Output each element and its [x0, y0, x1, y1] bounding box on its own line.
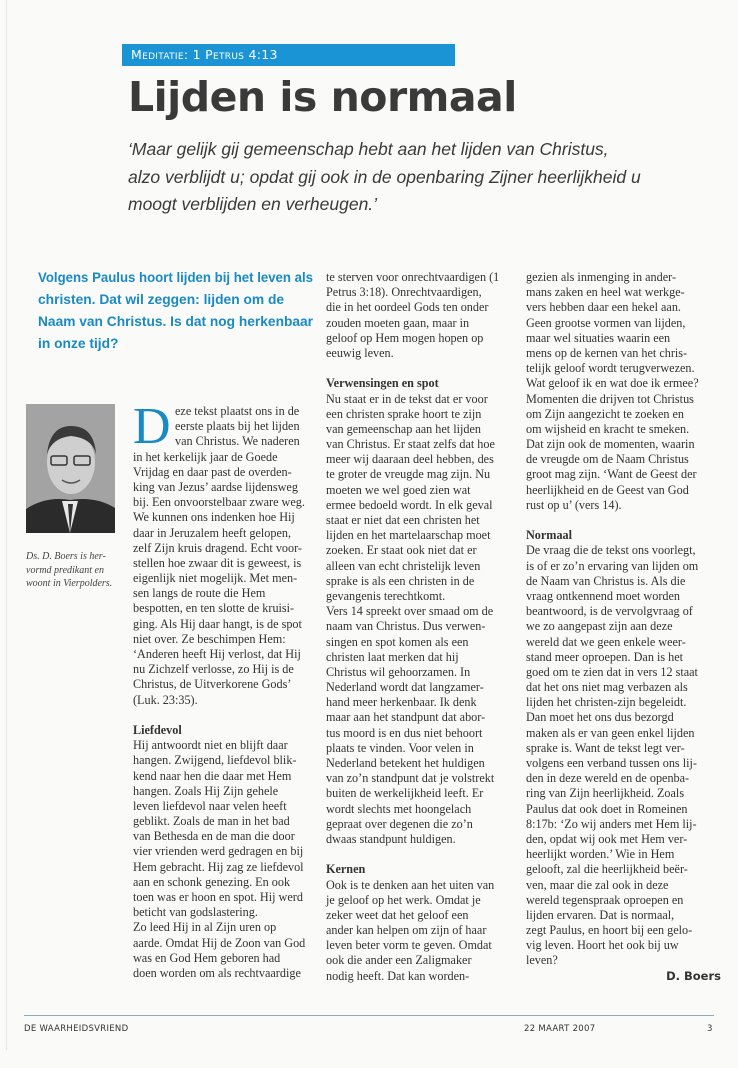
text-line: buiten de werkelijkheid leeft. Er	[326, 786, 484, 801]
text-line: dat het ons niet mag verbazen als	[526, 680, 688, 695]
text-line: (Luk. 23:35).	[133, 692, 198, 707]
intro-line: Naam van Christus. Is dat nog herkenbaar	[38, 314, 314, 329]
text-line: mens op de kernen van het chris-	[526, 345, 688, 360]
text-line: king van Jezus’ aardse lijdensweg	[133, 479, 298, 494]
text-line: sprake is als een christen in de	[326, 573, 475, 588]
paragraph	[326, 878, 521, 984]
text-line: doen worden om als rechtvaardige	[133, 965, 301, 980]
text-line: maar wel situaties waarin een	[526, 330, 671, 345]
text-line: eerste plaats bij het lijden	[175, 419, 300, 434]
quote-line: moogt verblijden en verheugen.’	[128, 194, 378, 214]
text-line: je geloof op het werk. Omdat je	[326, 892, 481, 907]
text-line: geblikt. Zoals de man in het bad	[133, 814, 290, 829]
footer-divider	[24, 1015, 714, 1016]
caption-line: woont in Vierpolders.	[26, 578, 113, 589]
text-line: beantwoord, is de vervolgvraag of	[526, 604, 693, 619]
text-line: maken als er van geen enkel lijden	[526, 725, 695, 740]
text-line: ging. Als Hij daar hangt, is de spot	[133, 616, 302, 631]
text-line: We kunnen ons indenken hoe Hij	[133, 510, 295, 525]
text-line: is of er zo’n ervaring van lijden om	[526, 558, 699, 573]
intro-lead	[38, 267, 325, 355]
text-line: naam van Christus. Dus verwen-	[326, 619, 486, 634]
text-line: Christus, de Uitverkorene Gods’	[133, 677, 292, 692]
text-line: Petrus 3:18). Onrechtvaardigen,	[326, 285, 482, 300]
footer-page-number: 3	[707, 1024, 713, 1034]
text-line: aan en schonk genezing. En ook	[133, 874, 291, 889]
paragraph	[326, 392, 521, 848]
text-line: ring van Zijn heerlijkheid. Zoals	[526, 786, 685, 801]
text-line: van gemeenschap aan het lijden	[326, 421, 481, 436]
text-line: goed om te zien dat in vers 12 staat	[526, 664, 698, 679]
author-photo	[26, 404, 115, 533]
text-line: plaats te vinden. Voor velen in	[326, 740, 474, 755]
portrait-photo-icon	[26, 404, 115, 533]
text-line: die in het oordeel Gods ten onder	[326, 300, 489, 315]
text-line: ook die ander een Zaligmaker	[326, 953, 472, 968]
text-line: wereld dat we geen enkele weer-	[526, 634, 686, 649]
text-line: dwaas standpunt huldigen.	[326, 831, 456, 846]
quote-line: alzo verblijdt u; opdat gij ook in de openbaring Zijner heerlijkheid u	[128, 166, 641, 187]
text-line: rust op u’ (vers 14).	[526, 497, 622, 512]
text-line: stand meer oproepen. Dan is het	[526, 649, 684, 664]
text-line: gepraat over degenen die zo’n	[326, 816, 473, 831]
text-line: was en God Hem geboren had	[133, 950, 281, 965]
text-line: nodig heeft. Dat kan worden-	[326, 968, 470, 983]
text-line: we zo aangepast zijn aan deze	[526, 619, 673, 634]
section-heading: Normaal	[526, 528, 573, 543]
text-line: 8:17b: ‘Zo wij anders met Hem lij-	[526, 816, 697, 831]
paragraph	[526, 543, 721, 968]
text-line: lijden en het martelaarschap moet	[326, 528, 491, 543]
article-title: Lijden is normaal	[128, 73, 517, 121]
text-line: Geen grootse vormen van lijden,	[526, 315, 686, 330]
text-line: van Bethesda en de man die door	[133, 829, 295, 844]
text-line: toen was er hoon en spot. Hij werd	[133, 890, 303, 904]
text-line: Paulus dat ook doet in Romeinen	[526, 801, 688, 816]
text-line: De vraag die de tekst ons voorlegt,	[526, 543, 696, 558]
text-line: leven beter vorm te geven. Omdat	[326, 938, 492, 953]
text-line: hand meer herkenbaar. Ik denk	[326, 695, 477, 710]
text-line: Vers 14 spreekt over smaad om de	[326, 604, 494, 619]
text-line: telijk geloof wordt terugverwezen.	[526, 361, 695, 376]
text-line: leven liefdevol naar velen heeft	[133, 798, 287, 813]
text-line: volgens een verband tussen ons lij-	[526, 756, 697, 770]
text-line: zouden moeten gaan, maar in	[326, 315, 470, 330]
text-line: eeuwig leven.	[326, 345, 394, 360]
text-line: een christen sprake hoort te zijn	[326, 406, 482, 421]
text-line: den, opdat wij ook met Hem ver-	[526, 831, 688, 846]
text-line: van zo’n standpunt dat je volstrekt	[326, 771, 495, 786]
text-line: hangen. Zwijgend, liefdevol blik-	[133, 753, 297, 768]
section-heading: Liefdevol	[133, 722, 182, 737]
text-line: lijden het christen-zijn begeleidt.	[526, 695, 687, 710]
text-line: niet over. Ze beschimpen Hem:	[133, 631, 286, 646]
text-line: alleen van echt christelijk leven	[326, 558, 481, 573]
drop-cap: D	[133, 398, 171, 455]
text-line: de vreugde om de Naam Christus	[526, 452, 689, 467]
text-line: Dat zijn ook de momenten, waarin	[526, 437, 695, 452]
text-line: gevangenis terechtkomt.	[326, 588, 446, 603]
text-line: moeten we wel goed zien wat	[326, 482, 471, 497]
text-line: te sterven voor onrechtvaardigen (1	[326, 270, 500, 284]
article-column-1	[133, 398, 320, 981]
text-line: hangen. Zoals Hij Zijn gehele	[133, 783, 279, 798]
text-line: sprake is. Want de tekst legt ver-	[526, 740, 685, 755]
paragraph	[133, 398, 320, 708]
author-signature: D. Boers	[666, 968, 721, 983]
text-line: zoeken. Er staat ook niet dat er	[326, 543, 477, 558]
text-line: gezien als inmenging in ander-	[526, 270, 677, 284]
caption-line: Ds. D. Boers is her-	[26, 551, 106, 562]
text-line: daar in Jeruzalem heeft gelopen,	[133, 525, 292, 540]
text-line: ‘Anderen heeft Hij verlost, dat Hij	[133, 647, 301, 661]
text-line: kend naar hen die daar met Hem	[133, 768, 292, 783]
text-line: Nederland wordt dat langzamer-	[326, 680, 484, 695]
text-line: beticht van godslastering.	[133, 905, 258, 920]
page-edge	[6, 0, 7, 1050]
text-line: mans zaken en heel wat werkge-	[526, 285, 685, 300]
paragraph	[526, 270, 721, 513]
text-line: ven, maar die zal ook in deze	[526, 877, 669, 892]
text-line: christen laat merken dat hij	[326, 649, 459, 664]
text-line: Hem gebracht. Hij zag ze liefdevol	[133, 859, 304, 874]
text-line: vig leven. Hoort het ook bij uw	[526, 938, 679, 953]
intro-line: Volgens Paulus hoort lijden bij het leven als	[38, 270, 314, 285]
text-line: eigenlijk niet mogelijk. Met men-	[133, 571, 298, 586]
text-line: vers hebben daar een hekel aan.	[526, 300, 681, 315]
intro-line: in onze tijd?	[38, 336, 119, 351]
text-line: Wat geloof ik en wat doe ik ermee?	[526, 376, 699, 391]
text-line: Zo leed Hij in al Zijn uren op	[133, 920, 277, 935]
text-line: bij. Een onvoorstelbaar zware weg.	[133, 495, 305, 510]
text-line: geloof op Hem mogen hopen op	[326, 330, 484, 345]
article-column-2	[326, 270, 521, 984]
text-line: bespotten, en ten slotte de kruisi-	[133, 601, 295, 616]
text-line: zegt Paulus, en hoort bij een gelo-	[526, 923, 693, 938]
text-line: wordt slechts met hoongelach	[326, 801, 472, 816]
text-line: om Zijn aangezicht te zoeken en	[526, 406, 685, 421]
text-line: Nederland betekent het huldigen	[326, 756, 485, 770]
text-line: nu Zichzelf verlosse, zo Hij is de	[133, 662, 294, 677]
caption-line: vormd predikant en	[26, 564, 104, 576]
footer-publication: DE WAARHEIDSVRIEND	[24, 1024, 129, 1034]
text-line: meer wij daaraan deel hebben, des	[326, 452, 494, 467]
author-caption	[26, 550, 112, 591]
section-heading: Verwensingen en spot	[326, 376, 439, 391]
text-line: groot mag zijn. ‘Want de Geest der	[526, 467, 697, 482]
text-line: heerlijkheid en de Geest van God	[526, 482, 689, 497]
paragraph	[326, 270, 521, 361]
quote-line: ‘Maar gelijk gij gemeenschap hebt aan het lijden van Christus,	[128, 139, 609, 159]
text-line: Hij antwoordt niet en blijft daar	[133, 738, 288, 753]
text-line: Momenten die drijven tot Christus	[526, 391, 694, 406]
text-line: wereld tegenspraak oproepen en	[526, 892, 684, 907]
intro-line: christen. Dat wil zeggen: lijden om de	[38, 292, 285, 307]
text-line: stellen hoe zwaar dit is geweest, is	[133, 555, 302, 570]
article-column-3	[526, 270, 721, 984]
scripture-quote	[128, 136, 641, 219]
text-line: Nu staat er in de tekst dat er voor	[326, 391, 488, 406]
text-line: te groter de vreugde mag zijn. Nu	[326, 467, 491, 482]
text-line: zeker weet dat het geloof een	[326, 907, 469, 922]
text-line: vier vrienden werd gedragen en bij	[133, 844, 304, 859]
text-line: gelooft, zal die heerlijkheid beër-	[526, 862, 688, 877]
text-line: de Naam van Christus is. Als die	[526, 573, 686, 588]
text-line: aarde. Omdat Hij de Zoon van God	[133, 935, 306, 950]
text-line: om wijsheid en kracht te smeken.	[526, 421, 690, 436]
text-line: Dan moet het ons dus bezorgd	[526, 710, 674, 725]
text-line: lijden ervaren. Dat is normaal,	[526, 907, 675, 922]
text-line: zelf Zijn kruis dragend. Echt voor-	[133, 540, 302, 555]
text-line: tus moord is en dus niet behoort	[326, 725, 483, 740]
text-line: singen en spot komen als een	[326, 634, 469, 649]
text-line: ander kan helpen om zijn of haar	[326, 923, 487, 938]
text-line: in het kerkelijk jaar de Goede	[133, 449, 278, 464]
text-line: Christus wil gehoorzamen. In	[326, 664, 471, 679]
text-line: van Christus. We naderen	[175, 434, 300, 449]
text-line: van Christus. Er staat zelfs dat hoe	[326, 437, 495, 452]
text-line: ermee bedoeld wordt. In elk geval	[326, 497, 493, 512]
text-line: staat er niet dat een christen het	[326, 513, 480, 527]
text-line: Ook is te denken aan het uiten van	[326, 877, 495, 892]
paragraph	[133, 738, 320, 981]
text-line: maar aan het standpunt dat abor-	[326, 710, 486, 725]
text-line: heerlijkt worden.’ Wie in Hem	[526, 847, 675, 862]
text-line: vraag ontkennend moet worden	[526, 588, 680, 603]
section-banner: Meditatie: 1 Petrus 4:13	[122, 44, 455, 66]
text-line: Vrijdag en daar past de overden-	[133, 464, 292, 479]
text-line: leven?	[526, 953, 558, 968]
text-line: sen langs de route die Hem	[133, 586, 266, 601]
text-line: den in deze wereld en de openba-	[526, 771, 690, 786]
footer-date: 22 MAART 2007	[524, 1024, 596, 1034]
text-line: eze tekst plaatst ons in de	[175, 404, 300, 418]
section-heading: Kernen	[326, 862, 366, 877]
